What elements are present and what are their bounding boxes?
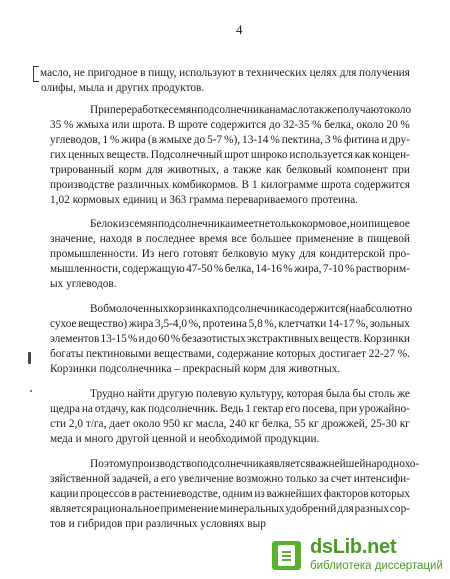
- word: целях: [309, 67, 338, 79]
- word: кондитерской: [319, 248, 386, 260]
- word: жира: [121, 134, 146, 146]
- word: минеральных: [219, 503, 285, 515]
- text-line: [90, 217, 410, 231]
- word: В: [167, 119, 176, 131]
- word: пищевое: [368, 218, 410, 230]
- word: пригодное: [87, 67, 138, 79]
- word: технических: [246, 67, 307, 79]
- word: абсолютно: [360, 303, 413, 315]
- word: безазотистых: [181, 333, 246, 345]
- word: также: [233, 164, 262, 176]
- word: культуру,: [239, 388, 284, 400]
- text-line: [50, 247, 410, 261]
- word: пищу,: [148, 67, 177, 79]
- word: %: [270, 134, 280, 146]
- word: около: [356, 119, 384, 131]
- text-line: [50, 262, 410, 276]
- watermark: [266, 532, 450, 579]
- word: является: [269, 458, 311, 470]
- word: сор-: [389, 503, 410, 515]
- word: кормовое,: [301, 218, 350, 230]
- word: %: [110, 134, 120, 146]
- word: %: [312, 119, 322, 131]
- word: и: [381, 134, 388, 146]
- word: в: [131, 488, 137, 500]
- word: содержание: [216, 348, 274, 360]
- word: комбикормов.: [172, 179, 239, 191]
- word: разных: [354, 503, 390, 515]
- text-line: [90, 302, 413, 316]
- word: семян: [168, 104, 198, 116]
- word: (на: [345, 303, 361, 315]
- word: является: [50, 503, 92, 515]
- word: масло,: [40, 67, 72, 79]
- word: кг: [308, 418, 319, 430]
- word: 14-17: [328, 318, 355, 330]
- word: 13-15: [100, 333, 127, 345]
- word: (в: [147, 134, 157, 146]
- text-line: [40, 66, 410, 80]
- word: сти: [50, 418, 66, 430]
- text-line: меда и много другой ценной и необходимой продукции.: [50, 433, 320, 445]
- word: подсолнечника: [197, 104, 270, 116]
- word: бы: [352, 388, 366, 400]
- text-line: [50, 148, 410, 162]
- word: процессов: [80, 488, 130, 500]
- word: подсолнечника: [196, 458, 270, 470]
- word: подсолнечника: [217, 303, 290, 315]
- text-line: [50, 317, 410, 331]
- word: на: [269, 104, 281, 116]
- word: 13-14: [242, 134, 269, 146]
- word: народнохо-: [365, 458, 420, 470]
- word: до: [269, 119, 281, 131]
- word: пектиновыми: [85, 348, 152, 360]
- word: Подсолнечный: [150, 149, 223, 161]
- word: %),: [224, 134, 241, 146]
- word: другую: [157, 388, 194, 400]
- word: %: [283, 263, 293, 275]
- word: муку: [271, 248, 296, 260]
- word: интенсифи-: [353, 473, 410, 485]
- word: готовят: [182, 248, 219, 260]
- word: белка,: [262, 418, 292, 430]
- word: 5-7: [207, 134, 223, 146]
- word: шрот: [224, 149, 249, 161]
- word: в: [136, 233, 142, 245]
- word: пектина,: [281, 134, 323, 146]
- word: щедра: [50, 403, 80, 415]
- word: одним: [222, 488, 253, 500]
- word: только: [285, 473, 318, 485]
- word: 3: [324, 134, 331, 146]
- word: При: [90, 104, 110, 116]
- word: как: [130, 403, 147, 415]
- word: вещество): [78, 318, 128, 330]
- word: 5,8: [248, 318, 263, 330]
- word: 32-35: [283, 119, 310, 131]
- word: была: [325, 388, 350, 400]
- word: 55: [294, 418, 306, 430]
- word: подсолнечник.: [148, 403, 219, 415]
- word: которых: [370, 488, 410, 500]
- word: 20: [386, 119, 398, 131]
- word: трированный: [50, 164, 114, 176]
- word: на: [81, 403, 93, 415]
- word: %: [127, 333, 138, 345]
- word: применение: [295, 233, 354, 245]
- word: значение,: [50, 233, 96, 245]
- text-line: тов и гибридов при различных условиях выр: [50, 518, 266, 530]
- word: 1: [245, 403, 251, 415]
- word: которых: [276, 348, 317, 360]
- word: возможно: [235, 473, 284, 485]
- word: как: [265, 164, 282, 176]
- word: не: [258, 218, 270, 230]
- word: рациональное: [92, 503, 160, 515]
- text-line: Корзинки подсолнечника – прекрасный корм для животных.: [50, 363, 341, 375]
- word: или: [111, 119, 130, 131]
- word: дру-: [389, 134, 410, 146]
- word: задачей,: [112, 473, 152, 485]
- word: как: [354, 149, 371, 161]
- word: но: [349, 218, 362, 230]
- watermark-subtitle: библиотека диссертаций: [310, 560, 443, 572]
- word: обмолоченных: [97, 303, 169, 315]
- word: применение: [160, 503, 219, 515]
- word: производстве: [50, 179, 115, 191]
- text-line: ых углеводов.: [50, 278, 117, 290]
- word: до: [145, 333, 158, 345]
- word: гих: [50, 149, 67, 161]
- word: содержится: [289, 303, 346, 315]
- word: 2,0: [68, 418, 83, 430]
- word: 1: [102, 134, 109, 146]
- word: также: [308, 104, 338, 116]
- word: веществ.: [319, 333, 363, 345]
- word: зольных: [369, 318, 410, 330]
- word: %: [63, 119, 74, 131]
- word: для: [337, 503, 354, 515]
- text-line: 1,02 кормовых единиц и 363 грамма перевариваемого протеина.: [50, 194, 358, 206]
- word: В: [241, 179, 250, 191]
- text-line: [50, 502, 410, 516]
- word: веществами,: [153, 348, 215, 360]
- word: шрота: [321, 179, 352, 191]
- word: шроте: [177, 119, 208, 131]
- word: семян: [129, 218, 158, 230]
- word: последнее: [145, 233, 196, 245]
- word: 7-10: [322, 263, 344, 275]
- word: %.: [397, 348, 410, 360]
- word: отдачу,: [94, 403, 129, 415]
- word: кг: [249, 418, 260, 430]
- word: а: [223, 164, 229, 176]
- word: шрота.: [132, 119, 166, 131]
- word: различных: [117, 179, 170, 191]
- word: т/га,: [85, 418, 107, 430]
- word: Из: [141, 248, 155, 260]
- word: 25-30: [370, 418, 397, 430]
- word: кг: [182, 418, 193, 430]
- word: используют: [179, 67, 236, 79]
- word: 1: [252, 179, 258, 191]
- word: 14-16: [255, 263, 282, 275]
- word: а: [153, 473, 159, 485]
- book-icon: [272, 541, 301, 570]
- word: только: [270, 218, 302, 230]
- word: масло: [280, 104, 309, 116]
- watermark-brand: dsLib.net: [310, 536, 397, 558]
- word: концен-: [372, 149, 410, 161]
- word: %: [332, 134, 342, 146]
- word: корзинках: [168, 303, 218, 315]
- text-line: [50, 487, 410, 501]
- word: Белок: [90, 218, 119, 230]
- word: в: [140, 67, 146, 79]
- word: и: [361, 218, 368, 230]
- word: столь: [368, 388, 395, 400]
- text-line: [90, 103, 410, 117]
- word: в: [238, 67, 244, 79]
- word: фитина: [343, 134, 380, 146]
- word: его: [285, 403, 301, 415]
- word: экстрактивных: [246, 333, 319, 345]
- word: веществ.: [106, 149, 149, 161]
- word: до: [193, 134, 206, 146]
- word: кации: [50, 488, 79, 500]
- word: жира,: [294, 263, 322, 275]
- word: сухое: [50, 318, 77, 330]
- text-line: [50, 118, 410, 132]
- text-line: [50, 232, 410, 246]
- word: за: [319, 473, 329, 485]
- word: важнейшей: [310, 458, 366, 470]
- word: найти: [126, 388, 156, 400]
- word: используется: [289, 149, 353, 161]
- word: для: [146, 164, 163, 176]
- word: увеличение: [178, 473, 234, 485]
- word: клетчатки: [278, 318, 327, 330]
- word: посева,: [302, 403, 338, 415]
- word: зяйственной: [50, 473, 110, 485]
- word: богаты: [50, 348, 84, 360]
- word: Ведь: [220, 403, 244, 415]
- word: время: [199, 233, 228, 245]
- word: 950: [163, 418, 181, 430]
- word: промышленности.: [50, 248, 139, 260]
- word: ценных: [68, 149, 105, 161]
- word: при: [392, 164, 410, 176]
- word: растениеводстве,: [138, 488, 221, 500]
- text-line: [50, 133, 410, 147]
- word: подсолнечника: [158, 218, 231, 230]
- word: широко: [250, 149, 288, 161]
- word: все: [231, 233, 247, 245]
- word: про-: [388, 248, 410, 260]
- word: 3,5-4,0: [155, 318, 188, 330]
- word: %,: [356, 318, 369, 330]
- word: %,: [264, 318, 277, 330]
- word: достигает: [318, 348, 366, 360]
- word: 22-27: [368, 348, 396, 360]
- word: 60: [158, 333, 170, 345]
- word: полевую: [195, 388, 238, 400]
- word: пищевой: [367, 233, 410, 245]
- word: белковую: [222, 248, 269, 260]
- word: большее: [250, 233, 292, 245]
- word: урожайно-: [358, 403, 410, 415]
- word: получения: [359, 67, 410, 79]
- word: килограмме: [260, 179, 319, 191]
- word: не: [73, 67, 85, 79]
- word: для: [339, 67, 357, 79]
- word: которая: [286, 388, 324, 400]
- word: из: [254, 488, 265, 500]
- word: для: [299, 248, 316, 260]
- text-line: [50, 402, 410, 416]
- word: %: [213, 263, 224, 275]
- word: важнейших: [266, 488, 323, 500]
- word: при: [339, 403, 358, 415]
- text-line: [50, 472, 410, 486]
- text-line: [50, 417, 410, 431]
- word: %: [400, 119, 410, 131]
- word: белка,: [324, 119, 354, 131]
- word: дает: [109, 418, 130, 430]
- word: %,: [188, 318, 201, 330]
- word: Корзинки: [363, 333, 410, 345]
- word: же: [397, 388, 410, 400]
- text-line: [50, 347, 410, 361]
- word: гектар: [252, 403, 284, 415]
- word: корм: [118, 164, 142, 176]
- word: около: [132, 418, 161, 430]
- word: жмыхе: [158, 134, 192, 146]
- word: %: [170, 333, 181, 345]
- word: кг: [399, 418, 410, 430]
- word: его: [160, 473, 176, 485]
- word: Трудно: [90, 388, 125, 400]
- text-line: [50, 163, 410, 177]
- word: производство: [131, 458, 197, 470]
- word: жира: [128, 318, 154, 330]
- word: содержится: [354, 179, 410, 191]
- word: него: [158, 248, 180, 260]
- word: Поэтому: [90, 458, 132, 470]
- word: содержащую: [122, 263, 185, 275]
- text-line: [50, 332, 410, 346]
- text-line: [50, 178, 410, 192]
- text-line: [90, 457, 420, 471]
- page-number: 4: [236, 22, 243, 37]
- word: 47-50: [186, 263, 213, 275]
- word: переработке: [109, 104, 169, 116]
- word: белковый: [286, 164, 332, 176]
- word: счет: [331, 473, 352, 485]
- word: мышленности,: [50, 263, 121, 275]
- word: %: [344, 263, 355, 275]
- word: масла,: [195, 418, 227, 430]
- word: находя: [99, 233, 133, 245]
- word: животных,: [167, 164, 219, 176]
- word: факторов: [323, 488, 369, 500]
- word: получают: [337, 104, 384, 116]
- word: удобрений: [285, 503, 337, 515]
- word: жмыха: [76, 119, 110, 131]
- text-line: [90, 387, 410, 401]
- word: в: [357, 233, 364, 245]
- word: белка,: [224, 263, 255, 275]
- word: имеет: [230, 218, 259, 230]
- word: 240: [229, 418, 247, 430]
- word: и: [138, 333, 145, 345]
- text-line: олифы, мыла и других продуктов.: [41, 82, 205, 94]
- word: из: [118, 218, 130, 230]
- word: элементов: [50, 333, 100, 345]
- word: компонент: [336, 164, 388, 176]
- word: дрожжей,: [321, 418, 368, 430]
- word: растворим-: [355, 263, 410, 275]
- word: углеводов,: [50, 134, 101, 146]
- word: около: [383, 104, 412, 116]
- word: В: [90, 303, 98, 315]
- word: 35: [50, 119, 62, 131]
- word: содержится: [210, 119, 267, 131]
- word: протеина: [202, 318, 247, 330]
